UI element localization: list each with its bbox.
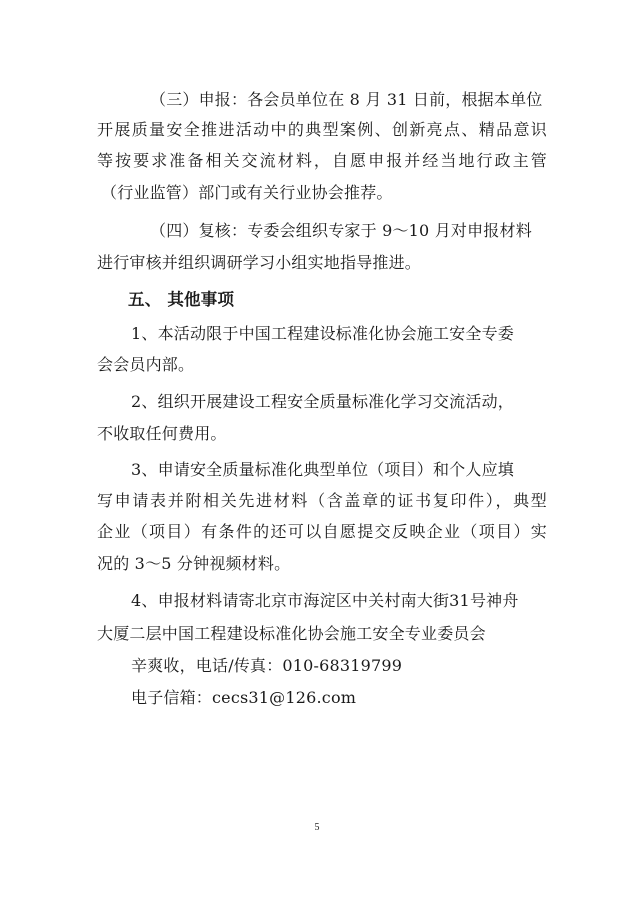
item-3-line-3: 企业（项目）有条件的还可以自愿提交反映企业（项目）实 [97, 522, 547, 541]
item-3-line-1: 3、申请安全质量标准化典型单位（项目）和个人应填 [131, 460, 514, 479]
item-3-line-2: 写申请表并附相关先进材料（含盖章的证书复印件），典型 [97, 491, 547, 510]
item-4-line-2: 大厦二层中国工程建设标准化协会施工安全专业委员会 [97, 624, 486, 643]
para-3-line-1: （三）申报：各会员单位在 8 月 31 日前，根据本单位 [150, 90, 543, 109]
item-4-line-1: 4、申报材料请寄北京市海淀区中关村南大街31号神舟 [131, 591, 519, 610]
item-3-line-4: 况的 3～5 分钟视频材料。 [97, 554, 291, 573]
section-heading-other-matters: 五、 其他事项 [128, 290, 235, 309]
para-3-line-3: 等按要求准备相关交流材料，自愿申报并经当地行政主管 [97, 151, 547, 170]
contact-phone-line: 辛爽收，电话/传真：010-68319799 [131, 656, 403, 675]
para-3-line-2: 开展质量安全推进活动中的典型案例、创新亮点、精品意识 [97, 120, 547, 139]
item-1-line-2: 会会员内部。 [97, 355, 195, 374]
item-2-line-2: 不收取任何费用。 [97, 424, 227, 443]
para-4-line-2: 进行审核并组织调研学习小组实地指导推进。 [97, 253, 422, 272]
item-2-line-1: 2、组织开展建设工程安全质量标准化学习交流活动， [131, 392, 514, 411]
contact-email-line: 电子信箱：cecs31@126.com [131, 688, 357, 707]
item-1-line-1: 1、本活动限于中国工程建设标准化协会施工安全专委 [131, 324, 514, 343]
page-number: 5 [314, 822, 320, 833]
para-3-line-4: （行业监管）部门或有关行业协会推荐。 [101, 183, 393, 202]
para-4-line-1: （四）复核：专委会组织专家于 9～10 月对申报材料 [150, 221, 532, 240]
